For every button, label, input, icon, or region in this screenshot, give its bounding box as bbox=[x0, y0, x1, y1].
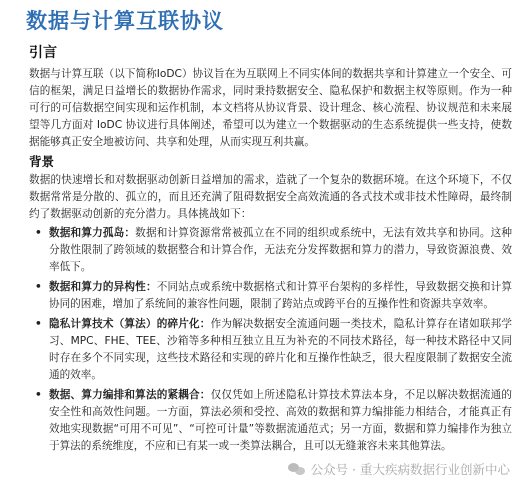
background-heading: 背景 bbox=[29, 154, 55, 169]
item-text: 数据和计算资源常常被孤立在不同的组织或系统中，无法有效共享和协同。这种分散性限制了跨领域的数据整合和计算合作，无法充分发挥数据和算力的潜力，导致资源浪费、效率低下。 bbox=[49, 227, 512, 273]
bullet-icon: • bbox=[35, 318, 42, 330]
bullet-icon: • bbox=[35, 227, 42, 239]
watermark bbox=[288, 460, 510, 478]
item-text: 不同站点或系统中数据格式和计算平台架构的多样性，导致数据交换和计算协同的困难，增加了系统间的兼容性问题，限制了跨站点或跨平台的互操作性和资源共享效率。 bbox=[49, 281, 512, 310]
challenge-list bbox=[29, 225, 512, 455]
item-text: 仅仅凭如上所述隐私计算技术算法本身，不足以解决数据流通的安全性和高效性问题。一方面，算法必须和受控、高效的数据和算力编排能力相结合，才能真正有效地实现数据“可用不可见”、“可控可计量”等数据流通范式；另一方面，数据和算力编排作为独立于算法的系统维度，不应和已有某一或一类算法耦合，且可以无缝兼容未来其他算法。 bbox=[49, 389, 513, 452]
list-item bbox=[29, 316, 512, 384]
list-item bbox=[29, 279, 512, 313]
document-title: 数据与计算互联协议 bbox=[26, 9, 224, 33]
item-term: 数据、算力编排和算法的紧耦合： bbox=[49, 389, 211, 401]
item-term: 数据和算力的异构性： bbox=[49, 281, 157, 293]
watermark-text: 公众号 · 重大疾病数据行业创新中心 bbox=[310, 462, 510, 477]
bullet-icon: • bbox=[35, 281, 42, 293]
wechat-icon bbox=[288, 462, 306, 477]
list-item bbox=[29, 387, 512, 455]
intro-heading: 引言 bbox=[29, 45, 57, 61]
bullet-icon: • bbox=[35, 389, 42, 401]
item-term: 数据和算力孤岛： bbox=[49, 227, 136, 239]
item-text: 作为解决数据安全流通问题一类技术，隐私计算存在诸如联邦学习、MPC、FHE、TEE、沙箱等多种相互独立且互为补充的不同技术路径，每一种技术路径中又同时存在多个不同实现，这些技术路径和实现的碎片化和互操作性缺乏，很大程度限制了数据安全流通的效率。 bbox=[49, 318, 513, 381]
item-term: 隐私计算技术（算法）的碎片化： bbox=[49, 318, 211, 330]
background-paragraph: 数据的快速增长和对数据驱动创新日益增加的需求，造就了一个复杂的数据环境。在这个环境下，不仅数据常常是分散的、孤立的，而且还充满了阻碍数据安全高效流通的各式技术或非技术性障碍，最终制约了数据驱动创新的充分潜力。具体挑战如下： bbox=[29, 174, 512, 220]
list-item bbox=[29, 225, 512, 276]
intro-paragraph: 数据与计算互联（以下简称IoDC）协议旨在为互联网上不同实体间的数据共享和计算建立一个安全、可信的框架，满足日益增长的数据协作需求，同时秉持数据安全、隐私保护和数据主权等原则。作为一种可行的可信数据空间实现和运作机制，本文档将从协议背景、设计理念、核心流程、协议规范和未来展望等几方面对 IoDC 协议进行具体阐述，希望可以为建立一个数据驱动的生态系统提供一些支持，使数据能够真正安全地被访问、共享和处理，从而实现互利共赢。 bbox=[29, 68, 512, 148]
